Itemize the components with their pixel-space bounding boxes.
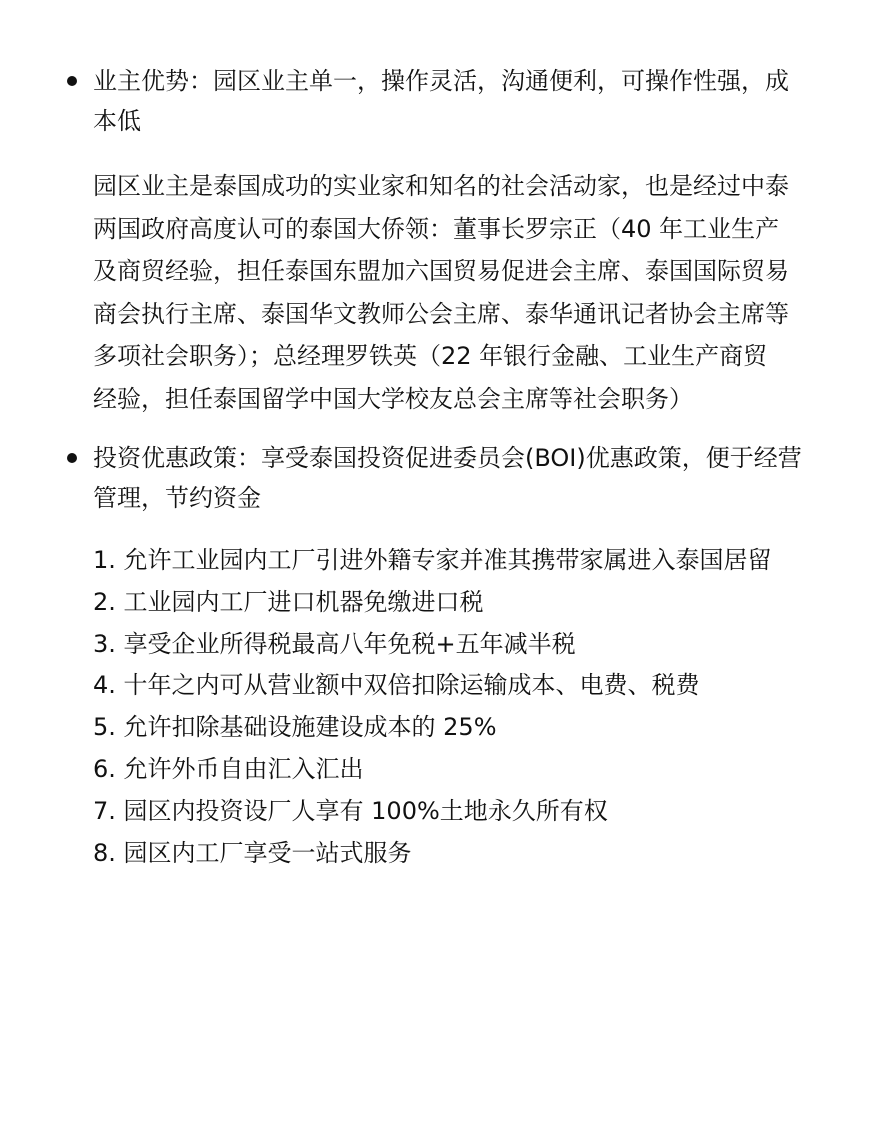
list-item: 3. 享受企业所得税最高八年免税+五年减半税 — [93, 629, 576, 658]
list-item: 2. 工业园内工厂进口机器免缴进口税 — [93, 587, 484, 616]
owner-description-paragraph: 园区业主是泰国成功的实业家和知名的社会活动家，也是经过中泰 两国政府高度认可的泰国大侨领：董事长罗宗正（40 年工业生产 及商贸经验，担任泰国东盟加六国贸易促进会主席、泰国国际贸易 商会执行主席、泰国华文教师公会主席、泰华通讯记者协会主席等 多项社会职务）；总经理罗铁英（22 年银行金融、工业生产商贸 经验，担任泰国留学中国大学校友总会主席等社会职务） — [93, 172, 789, 413]
bullet-dot — [67, 453, 77, 463]
list-item: 4. 十年之内可从营业额中双倍扣除运输成本、电费、税费 — [93, 671, 700, 700]
list-item: 6. 允许外币自由汇入汇出 — [93, 754, 364, 783]
bullet-dot — [67, 76, 77, 86]
list-item: 5. 允许扣除基础设施建设成本的 25% — [93, 713, 497, 742]
owner-advantages-heading: 业主优势：园区业主单一，操作灵活，沟通便利，可操作性强，成 本低 — [93, 67, 789, 135]
list-item: 8. 园区内工厂享受一站式服务 — [93, 838, 412, 867]
list-item: 1. 允许工业园内工厂引进外籍专家并准其携带家属进入泰国居留 — [93, 546, 772, 574]
list-item: 7. 园区内投资设厂人享有 100%土地永久所有权 — [93, 796, 608, 825]
investment-policy-heading: 投资优惠政策：享受泰国投资促进委员会(BOI)优惠政策，便于经营 管理，节约资金 — [93, 444, 802, 512]
policy-list — [93, 540, 853, 874]
